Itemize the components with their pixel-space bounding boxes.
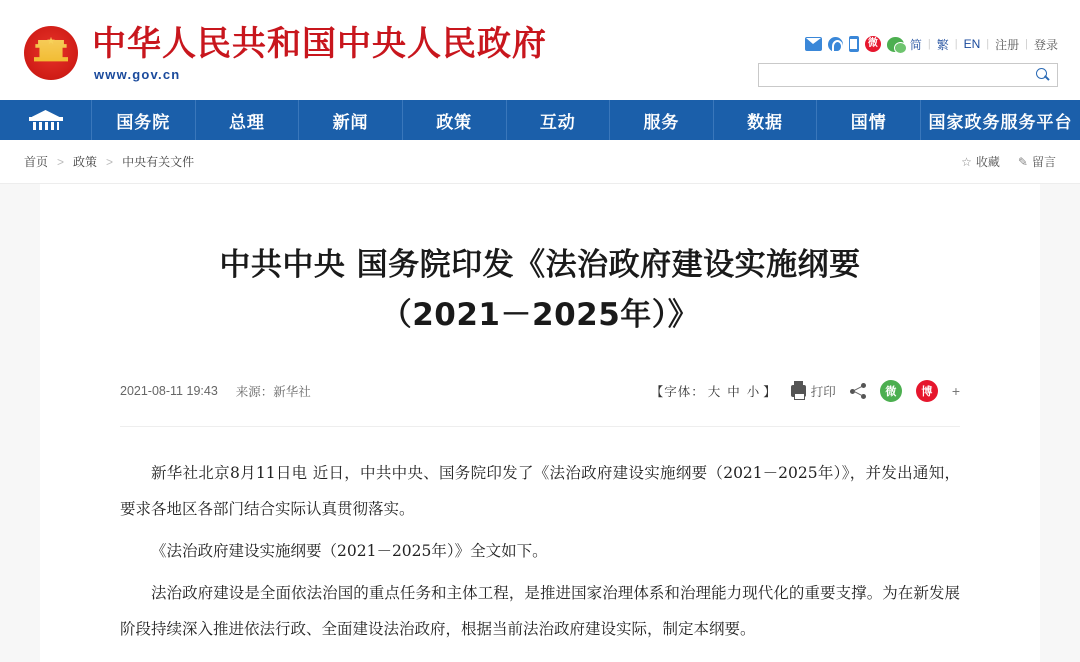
utility-links (758, 34, 1058, 54)
site-title: 中华人民共和国中央人民政府 (92, 24, 547, 64)
header-utility-area (758, 34, 1058, 87)
nav-item-xinwen[interactable]: 新闻 (299, 100, 403, 140)
share-icon[interactable] (850, 383, 866, 399)
lang-english-link[interactable]: EN (963, 37, 981, 51)
breadcrumb-link-home[interactable]: 首页 (24, 155, 49, 169)
gate-home-icon (29, 110, 63, 130)
nav-item-zhengce[interactable]: 政策 (403, 100, 507, 140)
nav-item-hudong[interactable]: 互动 (507, 100, 611, 140)
fontsize-label: 【字体： (650, 385, 705, 399)
nav-item-fuwu[interactable]: 服务 (610, 100, 714, 140)
breadcrumb-actions (961, 153, 1056, 170)
nav-home-button[interactable] (0, 100, 92, 140)
divider: | (1025, 38, 1028, 50)
wechat-icon[interactable] (887, 37, 904, 52)
nav-item-guoqing[interactable]: 国情 (817, 100, 921, 140)
star-icon: ☆ (961, 155, 972, 169)
message-button[interactable] (1018, 153, 1056, 170)
article-source (236, 382, 311, 400)
breadcrumb-item-central-docs[interactable] (122, 153, 194, 170)
register-link[interactable]: 注册 (995, 37, 1020, 52)
lang-simplified-link[interactable]: 简 (909, 37, 922, 52)
article-title-line2: （2021－2025年）》 (380, 297, 700, 333)
login-link[interactable]: 登录 (1033, 37, 1058, 52)
article-title (120, 184, 960, 340)
breadcrumb-link-central-docs[interactable]: 中央有关文件 (122, 155, 195, 169)
article-paragraph: 法治政府建设是全面依法治国的重点任务和主体工程，是推进国家治理体系和治理能力现代化的重要支撑。为在新发展阶段持续深入推进依法行政、全面建设法治政府，根据当前法治政府建设实际，制定本纲要。 (120, 584, 960, 638)
article-meta (120, 378, 960, 404)
fontsize-controls[interactable] (651, 382, 777, 400)
search-input[interactable] (765, 65, 1033, 85)
message-label: 留言 (1031, 155, 1056, 169)
site-branding[interactable] (92, 24, 547, 82)
fontsize-medium-button[interactable]: 中 (727, 385, 741, 399)
main-navigation (0, 100, 1080, 140)
nav-item-zongli[interactable]: 总理 (196, 100, 300, 140)
article-date: 2021-08-11 19:43 (120, 384, 218, 398)
audio-icon[interactable] (828, 37, 843, 52)
article-paragraph: 《法治政府建设实施纲要（2021－2025年）》全文如下。 (151, 542, 548, 560)
nav-item-zhengwu-platform[interactable]: 国家政务服务平台 (928, 112, 1073, 132)
article-body (120, 455, 960, 647)
more-share-button[interactable]: + (951, 383, 960, 399)
divider: | (927, 38, 931, 50)
divider: | (954, 38, 958, 50)
weibo-icon[interactable]: 博 (916, 380, 938, 402)
breadcrumb-link-policy[interactable]: 政策 (73, 155, 98, 169)
breadcrumb-item-home[interactable] (24, 153, 48, 170)
nav-item-shuju[interactable]: 数据 (714, 100, 818, 140)
mobile-icon[interactable] (849, 36, 859, 52)
mail-icon[interactable] (805, 37, 822, 51)
article-source-value: 新华社 (273, 385, 311, 399)
breadcrumb-separator: > (57, 154, 65, 169)
favorite-button[interactable] (961, 153, 1000, 170)
search-icon[interactable] (1033, 66, 1051, 84)
breadcrumb-item-policy[interactable] (73, 153, 97, 170)
printer-icon (791, 385, 806, 397)
print-label: 打印 (810, 385, 836, 399)
nav-item-guowuyuan[interactable]: 国务院 (92, 100, 196, 140)
breadcrumb (0, 140, 1080, 184)
article-meta-left (120, 382, 311, 400)
article-source-label: 来源： (235, 385, 274, 399)
print-button[interactable] (791, 382, 836, 400)
fontsize-large-button[interactable]: 大 (707, 385, 722, 399)
article-meta-right (651, 380, 960, 402)
fontsize-small-button[interactable]: 小 (746, 385, 761, 399)
fontsize-label-end: 】 (763, 385, 777, 399)
site-domain: www.gov.cn (94, 67, 181, 82)
site-header (0, 0, 1080, 100)
search-box[interactable] (758, 63, 1058, 87)
article-title-line1: 中共中央 国务院印发《法治政府建设实施纲要 (219, 247, 861, 283)
article-paragraph: 新华社北京8月11日电 近日，中共中央、国务院印发了《法治政府建设实施纲要（2021－2025年）》，并发出通知，要求各地区各部门结合实际认真贯彻落实。 (120, 464, 960, 518)
lang-traditional-link[interactable]: 繁 (936, 37, 949, 52)
weibo-icon[interactable]: 微 (865, 36, 881, 52)
divider: | (986, 38, 990, 50)
page-background (0, 184, 1080, 662)
national-emblem-icon (24, 26, 78, 80)
article-container (40, 184, 1040, 662)
favorite-label: 收藏 (975, 155, 1000, 169)
wechat-icon[interactable]: 微 (880, 380, 902, 402)
pencil-icon: ✎ (1017, 155, 1028, 169)
meta-divider (120, 426, 960, 427)
breadcrumb-separator: > (106, 154, 114, 169)
